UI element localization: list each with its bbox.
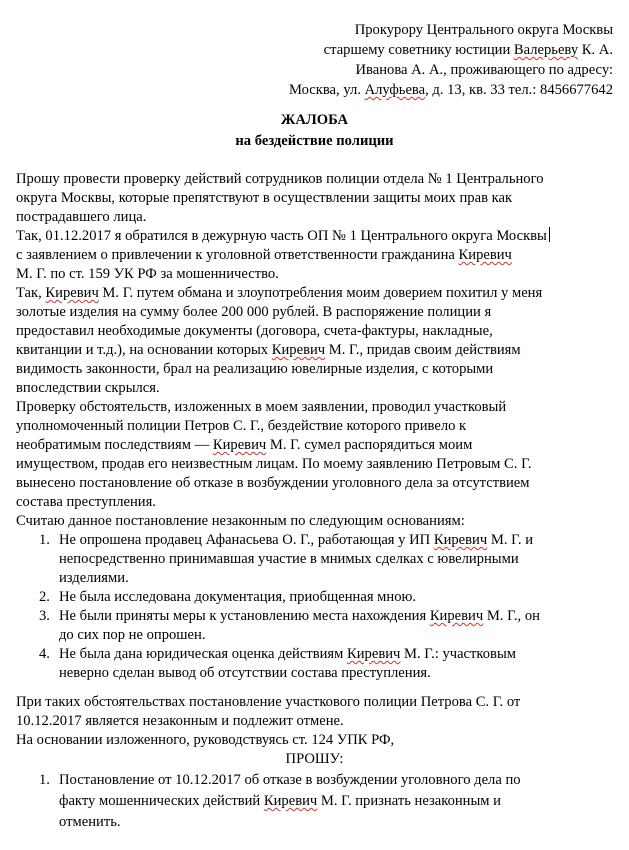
- body-line: Так, Киревич М. Г. путем обмана и злоупотребления моим доверием похитил у меня: [16, 285, 543, 301]
- list-item: отменить.: [59, 814, 121, 830]
- document-subtitle: на бездействие полиции: [235, 133, 394, 149]
- body-line: с заявлением о привлечении к уголовной ответственности гражданина Киревич: [16, 247, 512, 263]
- body-line: Считаю данное постановление незаконным по следующим основаниям:: [16, 513, 465, 529]
- list-item: Не опрошена продавец Афанасьева О. Г., работающая у ИП Киревич М. Г. и: [59, 532, 534, 548]
- list-item: непосредственно принимавшая участие в мнимых сделках с ювелирными: [59, 551, 519, 567]
- list-item: до сих пор не опрошен.: [59, 627, 206, 643]
- body-line: вынесено постановление об отказе в возбуждении уголовного дела за отсутствием: [16, 475, 530, 491]
- body-line: Прошу провести проверку действий сотрудников полиции отдела № 1 Центрального: [16, 171, 544, 187]
- list-item-number: 4.: [39, 646, 50, 662]
- list-item-number: 2.: [39, 589, 50, 605]
- list-item: Постановление от 10.12.2017 об отказе в возбуждении уголовного дела по: [59, 772, 521, 788]
- body-line: состава преступления.: [16, 494, 156, 510]
- body-line: видимость законности, брал на реализацию ювелирные изделия, с которыми: [16, 361, 494, 377]
- body-line: уполномоченный полиции Петров С. Г., бездействие которого привело к: [16, 418, 467, 434]
- addressee-block: [289, 20, 613, 100]
- body-line: На основании изложенного, руководствуясь ст. 124 УПК РФ,: [16, 732, 395, 748]
- list-item: Не была исследована документация, приобщенная мною.: [59, 589, 417, 605]
- applicant-line: Иванова А. А., проживающего по адресу:: [355, 62, 613, 78]
- body-line: золотые изделия на сумму более 200 000 рублей. В распоряжение полиции я: [16, 304, 492, 320]
- list-item: неверно сделан вывод об отсутствии состава преступления.: [59, 665, 431, 681]
- addressee-line: Прокурору Центрального округа Москвы: [354, 22, 613, 38]
- list-item: факту мошеннических действий Киревич М. Г. признать незаконным и: [59, 793, 501, 809]
- list-item: изделиями.: [59, 570, 129, 586]
- list-item-number: 1.: [39, 772, 50, 788]
- body-line: 10.12.2017 является незаконным и подлежит отмене.: [16, 713, 344, 729]
- body-line: Проверку обстоятельств, изложенных в моем заявлении, проводил участковый: [16, 399, 507, 415]
- document-title: ЖАЛОБА: [280, 112, 349, 128]
- body-line: При таких обстоятельствах постановление участкового полиции Петрова С. Г. от: [16, 694, 521, 710]
- body-line: квитанции и т.д.), на основании которых Киревич М. Г., придав своим действиям: [16, 342, 521, 358]
- list-item: Не была дана юридическая оценка действиям Киревич М. Г.: участковым: [59, 646, 516, 662]
- body-line: округа Москвы, которые препятствуют в осуществлении защиты моих прав как: [16, 190, 513, 206]
- body-line: необратимым последствиям — Киревич М. Г. сумел распорядиться моим: [16, 437, 473, 453]
- body-line: имуществом, продав его неизвестным лицам. По моему заявлению Петровым С. Г.: [16, 456, 532, 472]
- body-line: предоставил необходимые документы (договора, счета-фактуры, накладные,: [16, 323, 493, 339]
- address-line: Москва, ул. Алуфьева, д. 13, кв. 33 тел.: 8456677642: [289, 82, 613, 98]
- body-line[interactable]: Так, 01.12.2017 я обратился в дежурную часть ОП № 1 Центрального округа Москвы: [16, 227, 550, 246]
- list-item: Не были приняты меры к установлению места нахождения Киревич М. Г., он: [59, 608, 540, 624]
- request-heading: ПРОШУ:: [285, 751, 344, 767]
- list-item-number: 3.: [39, 608, 50, 624]
- body-line: впоследствии скрылся.: [16, 380, 160, 396]
- body-line: пострадавшего лица.: [16, 209, 147, 225]
- addressee-line: старшему советнику юстиции Валерьеву К. А.: [323, 42, 613, 58]
- text-cursor: [549, 227, 550, 242]
- list-item-number: 1.: [39, 532, 50, 548]
- body-line: М. Г. по ст. 159 УК РФ за мошенничество.: [16, 266, 279, 282]
